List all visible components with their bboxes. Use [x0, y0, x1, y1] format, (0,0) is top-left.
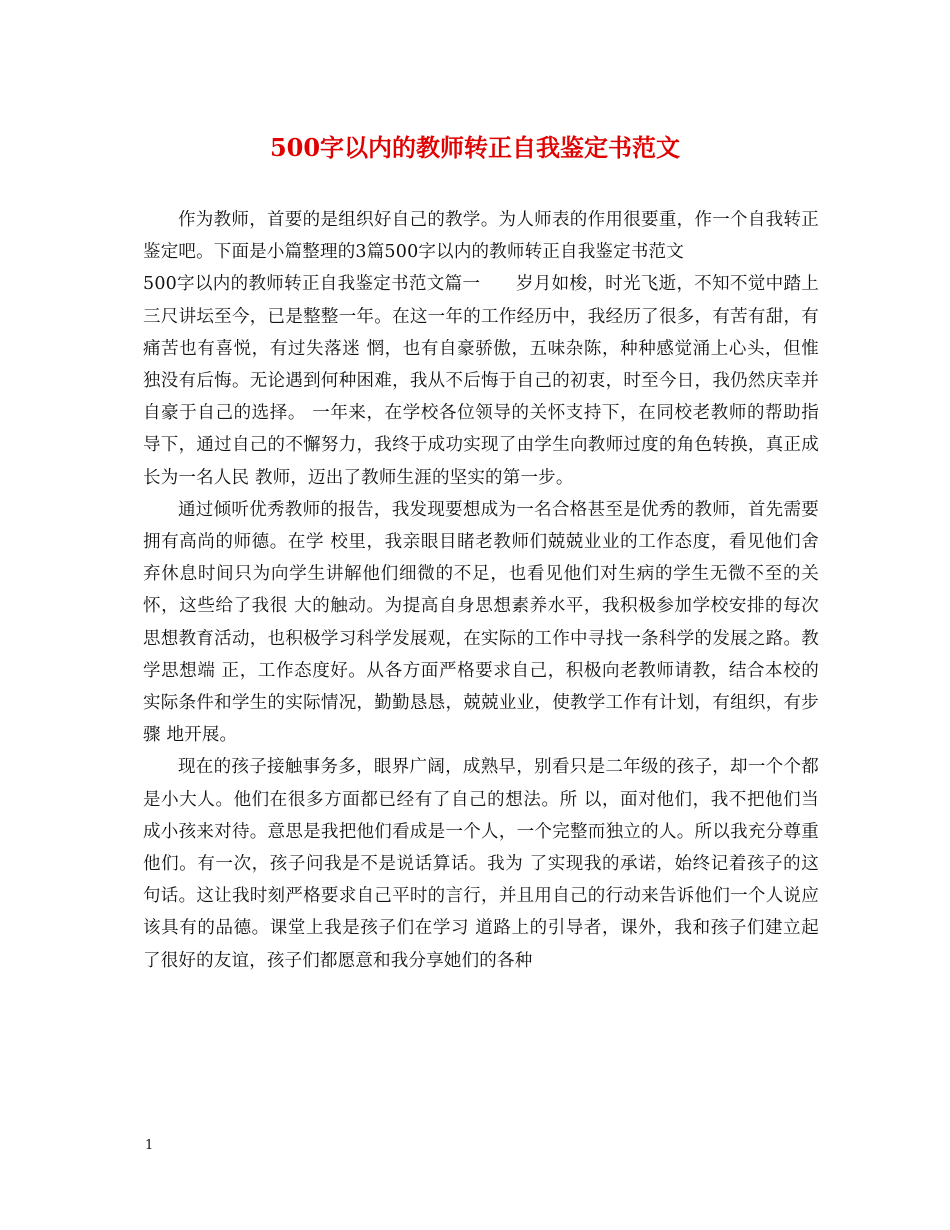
intro-paragraph: 作为教师，首要的是组织好自己的教学。为人师表的作用很要重，作一个自我转正鉴定吧。下面是小篇整理的3篇500字以内的教师转正自我鉴定书范文 — [143, 210, 819, 263]
document-title: 500字以内的教师转正自我鉴定书范文 — [269, 133, 681, 162]
section-one-paragraph: 500字以内的教师转正自我鉴定书范文篇一 岁月如梭，时光飞逝，不知不觉中踏上三尺讲坛至今，已是整整一年。在这一年的工作经历中，我经历了很多，有苦有甜，有痛苦也有喜悦，有过失落迷 惘，也有自豪骄傲，五味杂陈，种种感觉涌上心头，但惟独没有后悔。无论遇到何种困难，我从不后悔于自己的初衷，时至今日，我仍然庆幸并自豪于自己的选择。 一年来，在学校各位领导的关怀支持下，在同校老教师的帮助指导下，通过自己的不懈努力，我终于成功实现了由学生向教师过度的角色转换，真正成长为一名人民 教师，迈出了教师生涯的坚实的第一步。 — [143, 274, 819, 488]
children-paragraph: 现在的孩子接触事务多，眼界广阔，成熟早，别看只是二年级的孩子，却一个个都是小大人。他们在很多方面都已经有了自己的想法。所 以，面对他们，我不把他们当成小孩来对待。意思是我把他们看成是一个人，一个完整而独立的人。所以我充分尊重他们。有一次，孩子问我是不是说话算话。我为 了实现我的承诺，始终记着孩子的这句话。这让我时刻严格要求自己平时的言行，并且用自己的行动来告诉他们一个人说应该具有的品德。课堂上我是孩子们在学习 道路上的引导者，课外，我和孩子们建立起了很好的友谊，孩子们都愿意和我分享她们的各种 — [143, 757, 819, 971]
page-number: 1 — [145, 1138, 154, 1153]
teacher-ethics-paragraph: 通过倾听优秀教师的报告，我发现要想成为一名合格甚至是优秀的教师，首先需要拥有高尚的师德。在学 校里，我亲眼目睹老教师们兢兢业业的工作态度，看见他们舍弃休息时间只为向学生讲解他们细微的不足，也看见他们对生病的学生无微不至的关怀，这些给了我很 大的触动。为提高自身思想素养水平，我积极参加学校安排的每次思想教育活动，也积极学习科学发展观，在实际的工作中寻找一条科学的发展之路。教学思想端 正，工作态度好。从各方面严格要求自己，积极向老教师请教，结合本校的实际条件和学生的实际情况，勤勤恳恳，兢兢业业，使教学工作有计划，有组织，有步骤 地开展。 — [143, 499, 819, 746]
document-body — [143, 204, 819, 977]
